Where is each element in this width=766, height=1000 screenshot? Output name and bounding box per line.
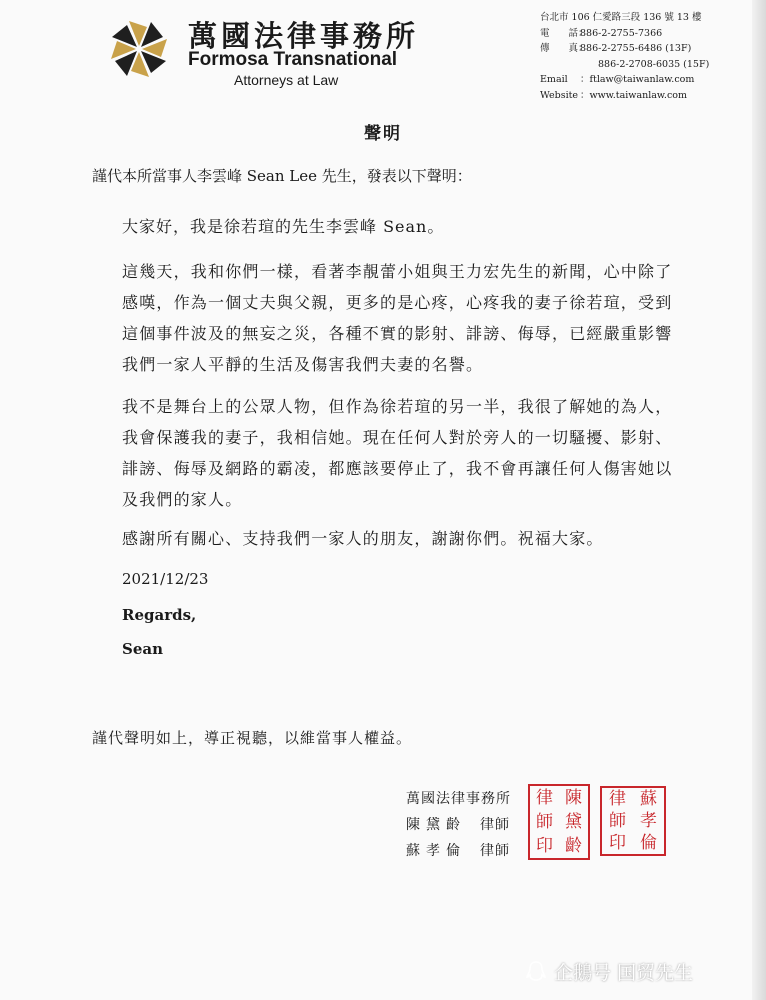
document-title: 聲明 (364, 124, 402, 144)
seal-char: 倫 (640, 832, 657, 853)
paragraph-2 (122, 256, 682, 380)
firm-subtitle: Attorneys at Law (234, 72, 339, 88)
paragraph-line: 及我們的家人。 (122, 490, 243, 509)
lawyer-role: 律師 (480, 843, 510, 859)
watermark (524, 958, 693, 985)
signature-name: Sean (122, 640, 164, 658)
paragraph-line: 感謝所有關心、支持我們一家人的朋友，謝謝你們。祝福大家。 (122, 529, 604, 548)
signatory-row (406, 838, 511, 864)
paragraph-3 (122, 391, 682, 515)
website-value: ：www.taiwanlaw.com (580, 89, 687, 101)
page-edge-shadow (752, 0, 766, 1000)
greeting-paragraph: 大家好，我是徐若瑄的先生李雲峰 Sean。 (122, 217, 445, 236)
phone-line (540, 26, 740, 42)
pinwheel-logo-icon (108, 18, 170, 80)
signatory-firm: 萬國法律事務所 (406, 791, 511, 807)
fax-label: 傳 真： (540, 43, 588, 54)
paragraph-line: 這個事件波及的無妄之災，各種不實的影射、誹謗、侮辱，已經嚴重影響 (122, 324, 673, 343)
address-line: 台北市 106 仁愛路三段 136 號 13 樓 (540, 12, 702, 23)
paragraph-line: 我會保護我的妻子，我相信她。現在任何人對於旁人的一切騷擾、影射、 (122, 428, 673, 447)
seal-char: 律 (609, 788, 626, 809)
statement-date: 2021/12/23 (122, 570, 209, 588)
signatory-block (406, 786, 511, 864)
lawyer-name: 蘇孝倫 (406, 843, 466, 859)
fax-value-1: 886-2-2755-6486 (13F) (580, 43, 692, 54)
seal-char: 陳 (565, 787, 582, 808)
signatory-row (406, 812, 511, 838)
seal-char: 齡 (565, 835, 582, 856)
penguin-icon (524, 960, 548, 984)
paragraph-line: 我們一家人平靜的生活及傷害我們夫妻的名譽。 (122, 355, 484, 374)
seal-stamp-1 (528, 784, 590, 860)
phone-label: 電 話： (540, 27, 588, 39)
email-label: Email (540, 74, 568, 85)
fax-value-2: 886-2-2708-6035 (15F) (598, 58, 710, 70)
regards-line: Regards, (122, 606, 197, 624)
closing-line: 謹代聲明如上，導正視聽，以維當事人權益。 (92, 729, 413, 747)
seal-char: 律 (536, 787, 553, 808)
phone-value: 886-2-2755-7366 (580, 27, 663, 39)
seal-stamp-2 (600, 786, 666, 856)
fax-line (540, 41, 740, 57)
intro-line: 謹代本所當事人李雲峰 Sean Lee 先生，發表以下聲明： (92, 167, 472, 185)
website-line (540, 88, 740, 104)
contact-block (540, 10, 740, 103)
email-line (540, 72, 740, 88)
paragraph-line: 我不是舞台上的公眾人物，但作為徐若瑄的另一半，我很了解她的為人， (122, 397, 673, 416)
watermark-text: 企鵝号 国贸先生 (554, 962, 694, 984)
seal-char: 孝 (640, 810, 657, 831)
firm-name-english: Formosa Transnational (188, 49, 398, 70)
seal-char: 印 (609, 832, 626, 853)
website-label: Website (540, 89, 579, 101)
email-value: ：ftlaw@taiwanlaw.com (580, 74, 695, 85)
paragraph-4 (122, 523, 682, 554)
seal-char: 師 (536, 811, 553, 832)
lawyer-role: 律師 (480, 817, 510, 833)
seal-char: 師 (609, 810, 626, 831)
seal-char: 印 (536, 835, 553, 856)
seal-char: 蘇 (640, 788, 657, 809)
paragraph-line: 感嘆，作為一個丈夫與父親，更多的是心疼，心疼我的妻子徐若瑄，受到 (122, 293, 673, 312)
seal-char: 黛 (565, 811, 582, 832)
fax-line-2 (540, 57, 740, 73)
lawyer-name: 陳黛齡 (406, 817, 466, 833)
paragraph-line: 這幾天，我和你們一樣，看著李靚蕾小姐與王力宏先生的新聞，心中除了 (122, 262, 673, 281)
firm-name-chinese: 萬國法律事務所 (188, 19, 420, 53)
paragraph-line: 誹謗、侮辱及網路的霸凌，都應該要停止了，我不會再讓任何人傷害她以 (122, 459, 673, 478)
